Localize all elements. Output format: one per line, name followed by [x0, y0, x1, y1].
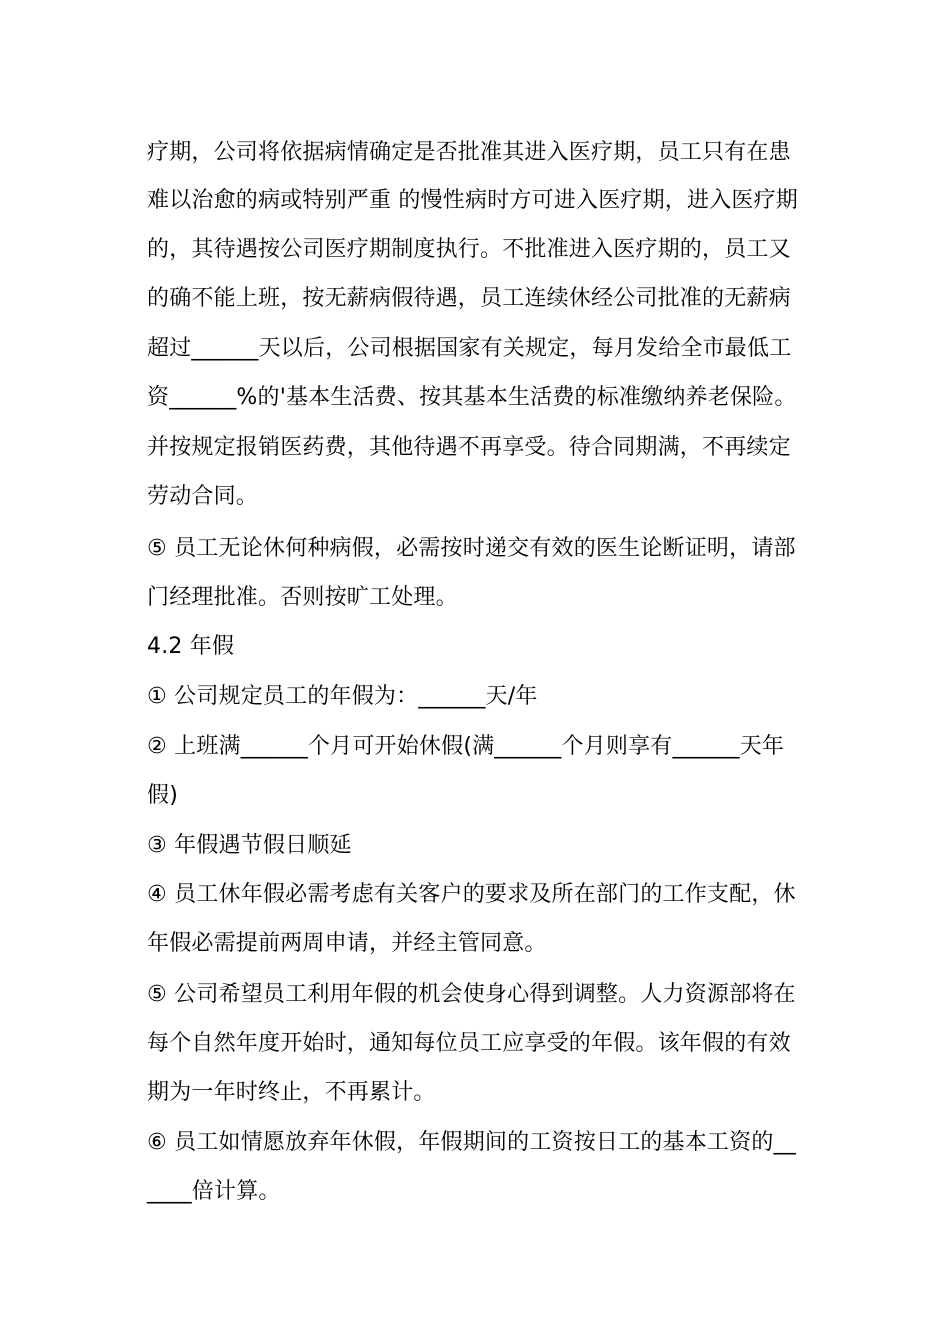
list-item: ④ 员工休年假必需考虑有关客户的要求及所在部门的工作支配，休 — [147, 882, 796, 907]
text-line: 并按规定报销医药费，其他待遇不再享受。待合同期满，不再续定 — [147, 435, 791, 460]
list-item: ⑥ 员工如情愿放弃年休假，年假期间的工资按日工的基本工资的__ — [147, 1130, 796, 1155]
text-line: ____倍计算。 — [147, 1179, 281, 1204]
list-item: ① 公司规定员工的年假为：______天/年 — [147, 684, 538, 709]
text-line: 的，其待遇按公司医疗期制度执行。不批准进入医疗期的，员工又 — [147, 237, 791, 262]
text-line: 每个自然年度开始时，通知每位员工应享受的年假。该年假的有效 — [147, 1031, 791, 1056]
text-line: 的确不能上班，按无薪病假待遇，员工连续休经公司批准的无薪病 — [147, 286, 791, 311]
text-line: 疗期，公司将依据病情确定是否批准其进入医疗期，员工只有在患 — [147, 140, 791, 165]
list-item: ⑤ 公司希望员工利用年假的机会使身心得到调整。人力资源部将在 — [147, 982, 796, 1007]
text-line: 难以治愈的病或特别严重 的慢性病时方可进入医疗期，进入医疗期 — [147, 188, 798, 213]
text-line: 劳动合同。 — [147, 484, 259, 509]
list-item: ③ 年假遇节假日顺延 — [147, 833, 352, 858]
text-line: 超过______天以后，公司根据国家有关规定，每月发给全市最低工 — [147, 336, 792, 361]
text-line: 年假必需提前两周申请，并经主管同意。 — [147, 931, 547, 956]
section-heading: 4.2 年假 — [147, 634, 235, 659]
list-item: ② 上班满______个月可开始休假(满______个月则享有______天年 — [147, 734, 785, 759]
text-line: 门经理批准。否则按旷工处理。 — [147, 585, 458, 610]
text-line: 资______%的'基本生活费、按其基本生活费的标准缴纳养老保险。 — [147, 385, 797, 410]
text-line: 假) — [147, 783, 178, 808]
list-item: ⑤ 员工无论休何种病假，必需按时递交有效的医生论断证明，请部 — [147, 536, 796, 561]
text-line: 期为一年时终止，不再累计。 — [147, 1080, 436, 1105]
